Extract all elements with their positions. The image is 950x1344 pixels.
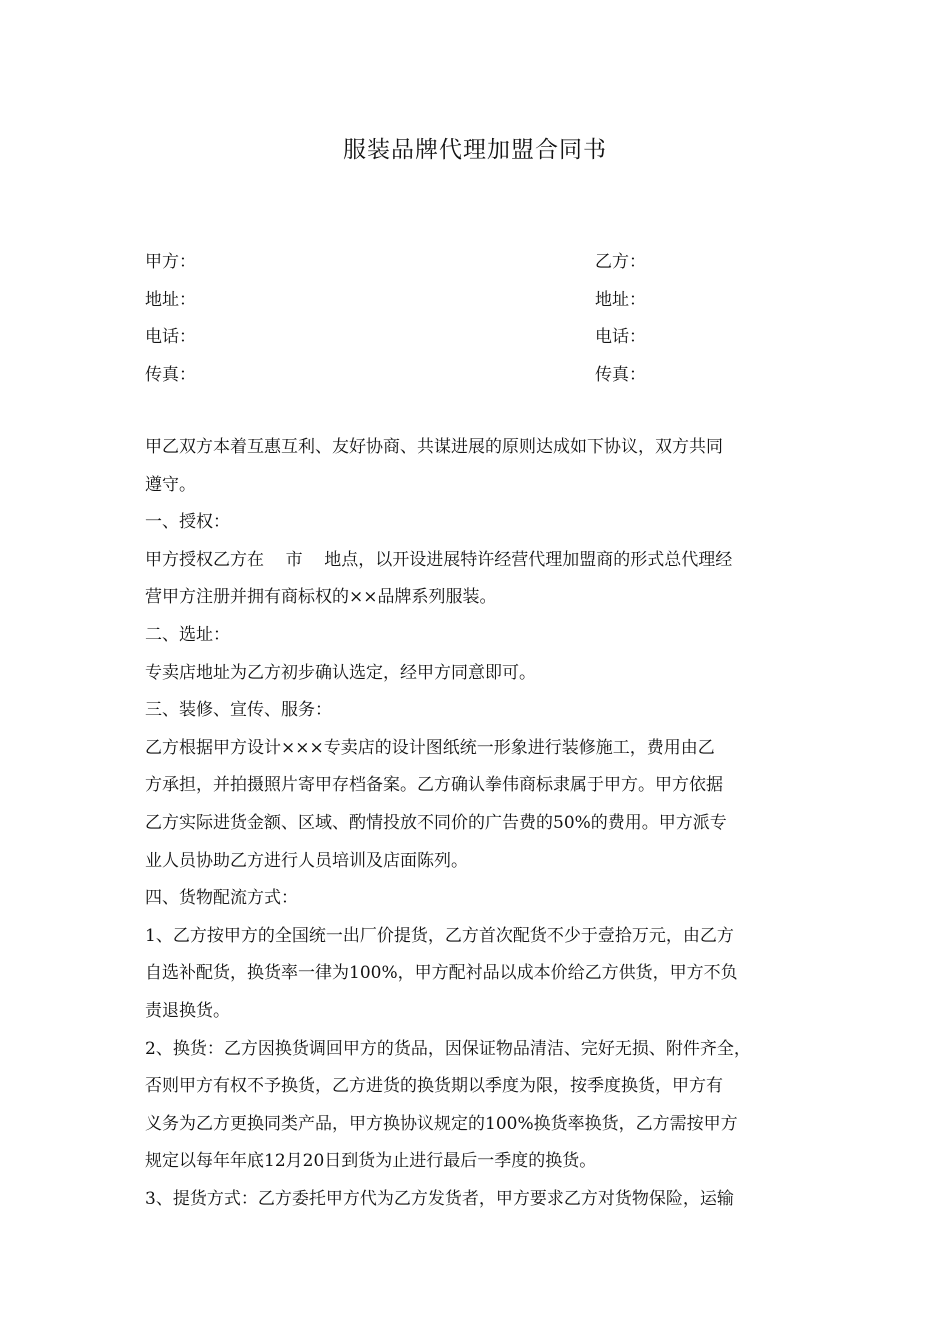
section-heading-site-selection: 二、选址： — [145, 624, 230, 645]
body-line: 乙方根据甲方设计×××专卖店的设计图纸统一形象进行装修施工，费用由乙 — [145, 737, 715, 758]
body-line: 营甲方注册并拥有商标权的××品牌系列服装。 — [145, 587, 497, 608]
body-line: 规定以每年年底12月20日到货为止进行最后一季度的换货。 — [145, 1151, 597, 1172]
party-row — [145, 357, 845, 395]
document-title: 服装品牌代理加盟合同书 — [343, 137, 607, 163]
body-line: 乙方实际进货金额、区域、酌情投放不同价的广告费的50%的费用。甲方派专 — [145, 812, 727, 833]
contract-body — [145, 429, 810, 1218]
party-a-address-label: 地址： — [145, 289, 196, 310]
party-row — [145, 282, 845, 320]
body-line: 1、乙方按甲方的全国统一出厂价提货，乙方首次配货不少于壹拾万元，由乙方 — [145, 925, 734, 946]
body-line: 专卖店地址为乙方初步确认选定，经甲方同意即可。 — [145, 662, 536, 683]
body-line: 方承担，并拍摄照片寄甲存档备案。乙方确认拳伟商标隶属于甲方。甲方依据 — [145, 775, 723, 796]
body-line: 否则甲方有权不予换货，乙方进货的换货期以季度为限，按季度换货，甲方有 — [145, 1076, 723, 1097]
section-heading-authorization: 一、授权： — [145, 512, 230, 533]
party-row — [145, 244, 845, 282]
body-line: 自选补配货，换货率一律为100%，甲方配衬品以成本价给乙方供货，甲方不负 — [145, 963, 738, 984]
party-a-fax-label: 传真： — [145, 364, 196, 385]
party-b-name-label: 乙方： — [595, 252, 646, 272]
party-a-phone-label: 电话： — [145, 327, 196, 347]
preamble-line: 甲乙双方本着互惠互利、友好协商、共谋进展的原则达成如下协议，双方共同 — [145, 437, 723, 457]
body-line: 甲方授权乙方在 市 地点，以开设进展特许经营代理加盟商的形式总代理经 — [145, 549, 733, 570]
party-b-fax-label: 传真： — [595, 364, 646, 385]
body-line: 业人员协助乙方进行人员培训及店面陈列。 — [145, 850, 468, 871]
body-line: 3、提货方式：乙方委托甲方代为乙方发货者，甲方要求乙方对货物保险，运输 — [145, 1188, 734, 1209]
party-row — [145, 319, 845, 357]
section-heading-distribution: 四、货物配流方式： — [145, 888, 298, 909]
party-b-address-label: 地址： — [595, 289, 646, 310]
body-line: 义务为乙方更换同类产品，甲方换协议规定的100%换货率换货，乙方需按甲方 — [145, 1113, 738, 1134]
party-info-block — [145, 244, 845, 394]
preamble-line: 遵守。 — [145, 474, 196, 495]
party-b-phone-label: 电话： — [595, 327, 646, 347]
body-line: 责退换货。 — [145, 1000, 230, 1021]
body-line: 2、换货：乙方因换货调回甲方的货品，因保证物品清洁、完好无损、附件齐全， — [145, 1038, 751, 1059]
party-a-name-label: 甲方： — [145, 252, 196, 272]
section-heading-decoration: 三、装修、宣传、服务： — [145, 700, 332, 721]
